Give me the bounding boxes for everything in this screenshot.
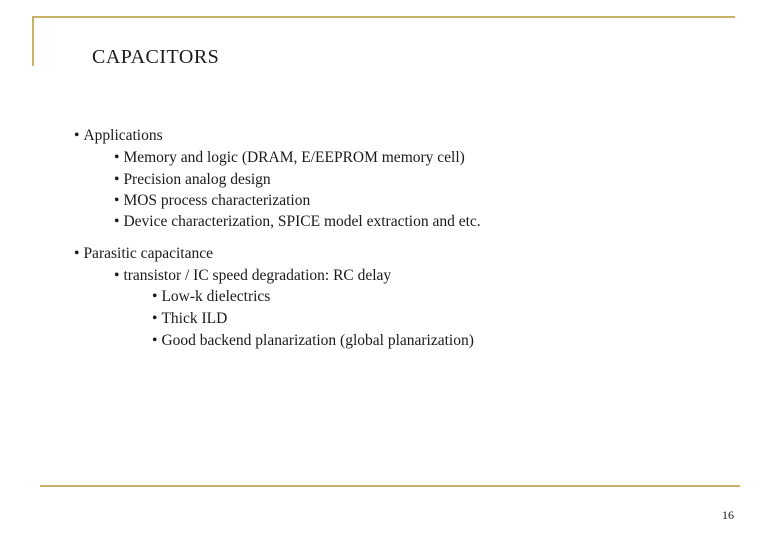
bullet-icon: •	[74, 127, 80, 144]
list-item	[114, 212, 481, 232]
section-heading-parasitic	[74, 244, 213, 264]
bullet-icon: •	[74, 245, 80, 262]
heading-text: Parasitic capacitance	[83, 245, 213, 262]
section-heading-applications	[74, 126, 163, 146]
sub-list-item-text: Thick ILD	[161, 310, 228, 327]
sub-list-item	[152, 331, 474, 351]
bullet-icon: •	[114, 149, 120, 166]
list-item	[114, 191, 310, 211]
bullet-icon: •	[114, 192, 120, 209]
list-item-text: transistor / IC speed degradation: RC delay	[123, 267, 392, 284]
bullet-icon: •	[114, 171, 120, 188]
list-item	[114, 266, 391, 286]
bullet-icon: •	[152, 332, 158, 349]
bullet-icon: •	[114, 267, 120, 284]
list-item-text: Memory and logic (DRAM, E/EEPROM memory cell)	[123, 149, 465, 166]
heading-text: Applications	[83, 127, 163, 144]
list-item	[114, 148, 465, 168]
bullet-icon: •	[152, 310, 158, 327]
list-item-text: Precision analog design	[123, 171, 271, 188]
sub-list-item	[152, 309, 227, 329]
bullet-icon: •	[114, 213, 120, 230]
sub-list-item-text: Low-k dielectrics	[161, 288, 271, 305]
list-item-text: MOS process characterization	[123, 192, 311, 209]
list-item	[114, 170, 271, 190]
sub-list-item	[152, 287, 270, 307]
page-number: 16	[722, 508, 734, 522]
slide-title: CAPACITORS	[92, 46, 220, 68]
list-item-text: Device characterization, SPICE model extraction and etc.	[123, 213, 481, 230]
bullet-icon: •	[152, 288, 158, 305]
sub-list-item-text: Good backend planarization (global planarization)	[161, 332, 474, 349]
